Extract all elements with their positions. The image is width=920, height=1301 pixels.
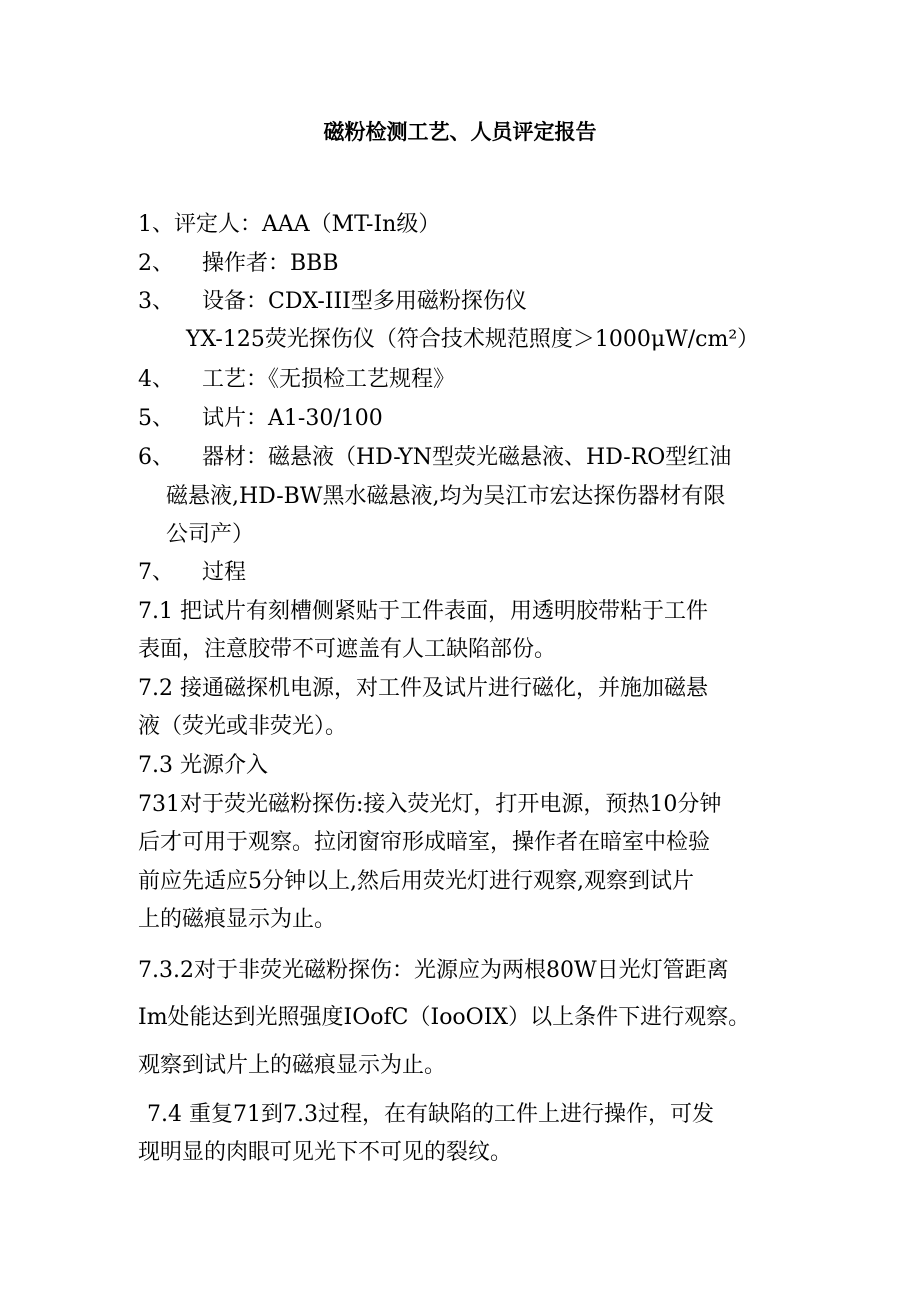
item-number: 6、 xyxy=(138,445,174,470)
item-4-process xyxy=(138,364,455,396)
item-3-equipment xyxy=(138,286,527,318)
paragraph-7-3-1-line-2: 后才可用于观察。拉闭窗帘形成暗室，操作者在暗室中检验 xyxy=(138,830,711,855)
paragraph-7-1-line-2: 表面，注意胶带不可遮盖有人工缺陷部份。 xyxy=(138,637,557,662)
paragraph-7-4-line-1: 7.4 重复71到7.3过程，在有缺陷的工件上进行操作，可发 xyxy=(147,1102,714,1127)
item-6-continuation-1: 磁悬液,HD-BW黑水磁悬液,均为吴江市宏达探伤器材有限 xyxy=(166,484,726,509)
paragraph-7-3: 7.3 光源介入 xyxy=(138,753,268,778)
paragraph-7-4-line-2: 现明显的肉眼可见光下不可见的裂纹。 xyxy=(138,1140,513,1165)
paragraph-7-3-2-line-2: Im处能达到光照强度IOofC（IooOIX）以上条件下进行观察。 xyxy=(138,1005,751,1030)
item-text: 工艺：《无损检工艺规程》 xyxy=(202,367,456,392)
item-6-materials xyxy=(138,442,731,474)
item-6-continuation-2: 公司产） xyxy=(166,522,255,547)
item-1-evaluator: 1、评定人：AAA（MT-In级） xyxy=(138,212,441,237)
paragraph-7-3-2-line-1: 7.3.2对于非荧光磁粉探伤：光源应为两根80W日光灯管距离 xyxy=(138,958,729,983)
paragraph-7-2-line-1: 7.2 接通磁探机电源，对工件及试片进行磁化，并施加磁悬 xyxy=(138,676,708,701)
item-number: 7、 xyxy=(138,560,174,585)
paragraph-7-3-1-line-4: 上的磁痕显示为止。 xyxy=(138,907,337,932)
document-title: 磁粉检测工艺、人员评定报告 xyxy=(323,119,597,144)
item-text: 试片：A1-30/100 xyxy=(202,406,383,431)
paragraph-7-2-line-2: 液（荧光或非荧光）。 xyxy=(138,714,348,739)
paragraph-7-1-line-1: 7.1 把试片有刻槽侧紧贴于工件表面，用透明胶带粘于工件 xyxy=(138,599,708,624)
item-text: 操作者：BBB xyxy=(202,251,339,276)
item-number: 2、 xyxy=(138,251,174,276)
paragraph-7-3-2-line-3: 观察到试片上的磁痕显示为止。 xyxy=(138,1053,447,1078)
item-number: 5、 xyxy=(138,406,174,431)
item-number: 4、 xyxy=(138,367,174,392)
item-5-test-piece xyxy=(138,403,383,435)
item-text: 设备：CDX-III型多用磁粉探伤仪 xyxy=(202,289,527,314)
paragraph-7-3-1-line-3: 前应先适应5分钟以上,然后用荧光灯进行观察,观察到试片 xyxy=(138,869,694,894)
item-2-operator xyxy=(138,248,339,280)
item-number: 3、 xyxy=(138,289,174,314)
item-text: 器材：磁悬液（HD-YN型荧光磁悬液、HD-RO型红油 xyxy=(202,445,732,470)
item-7-procedure xyxy=(138,557,246,589)
item-text: 过程 xyxy=(202,560,247,585)
paragraph-7-3-1-line-1: 731对于荧光磁粉探伤:接入荧光灯，打开电源，预热10分钟 xyxy=(138,792,722,817)
item-3-continuation: YX-125荧光探伤仪（符合技术规范照度＞1000μW/cm²） xyxy=(186,327,760,352)
